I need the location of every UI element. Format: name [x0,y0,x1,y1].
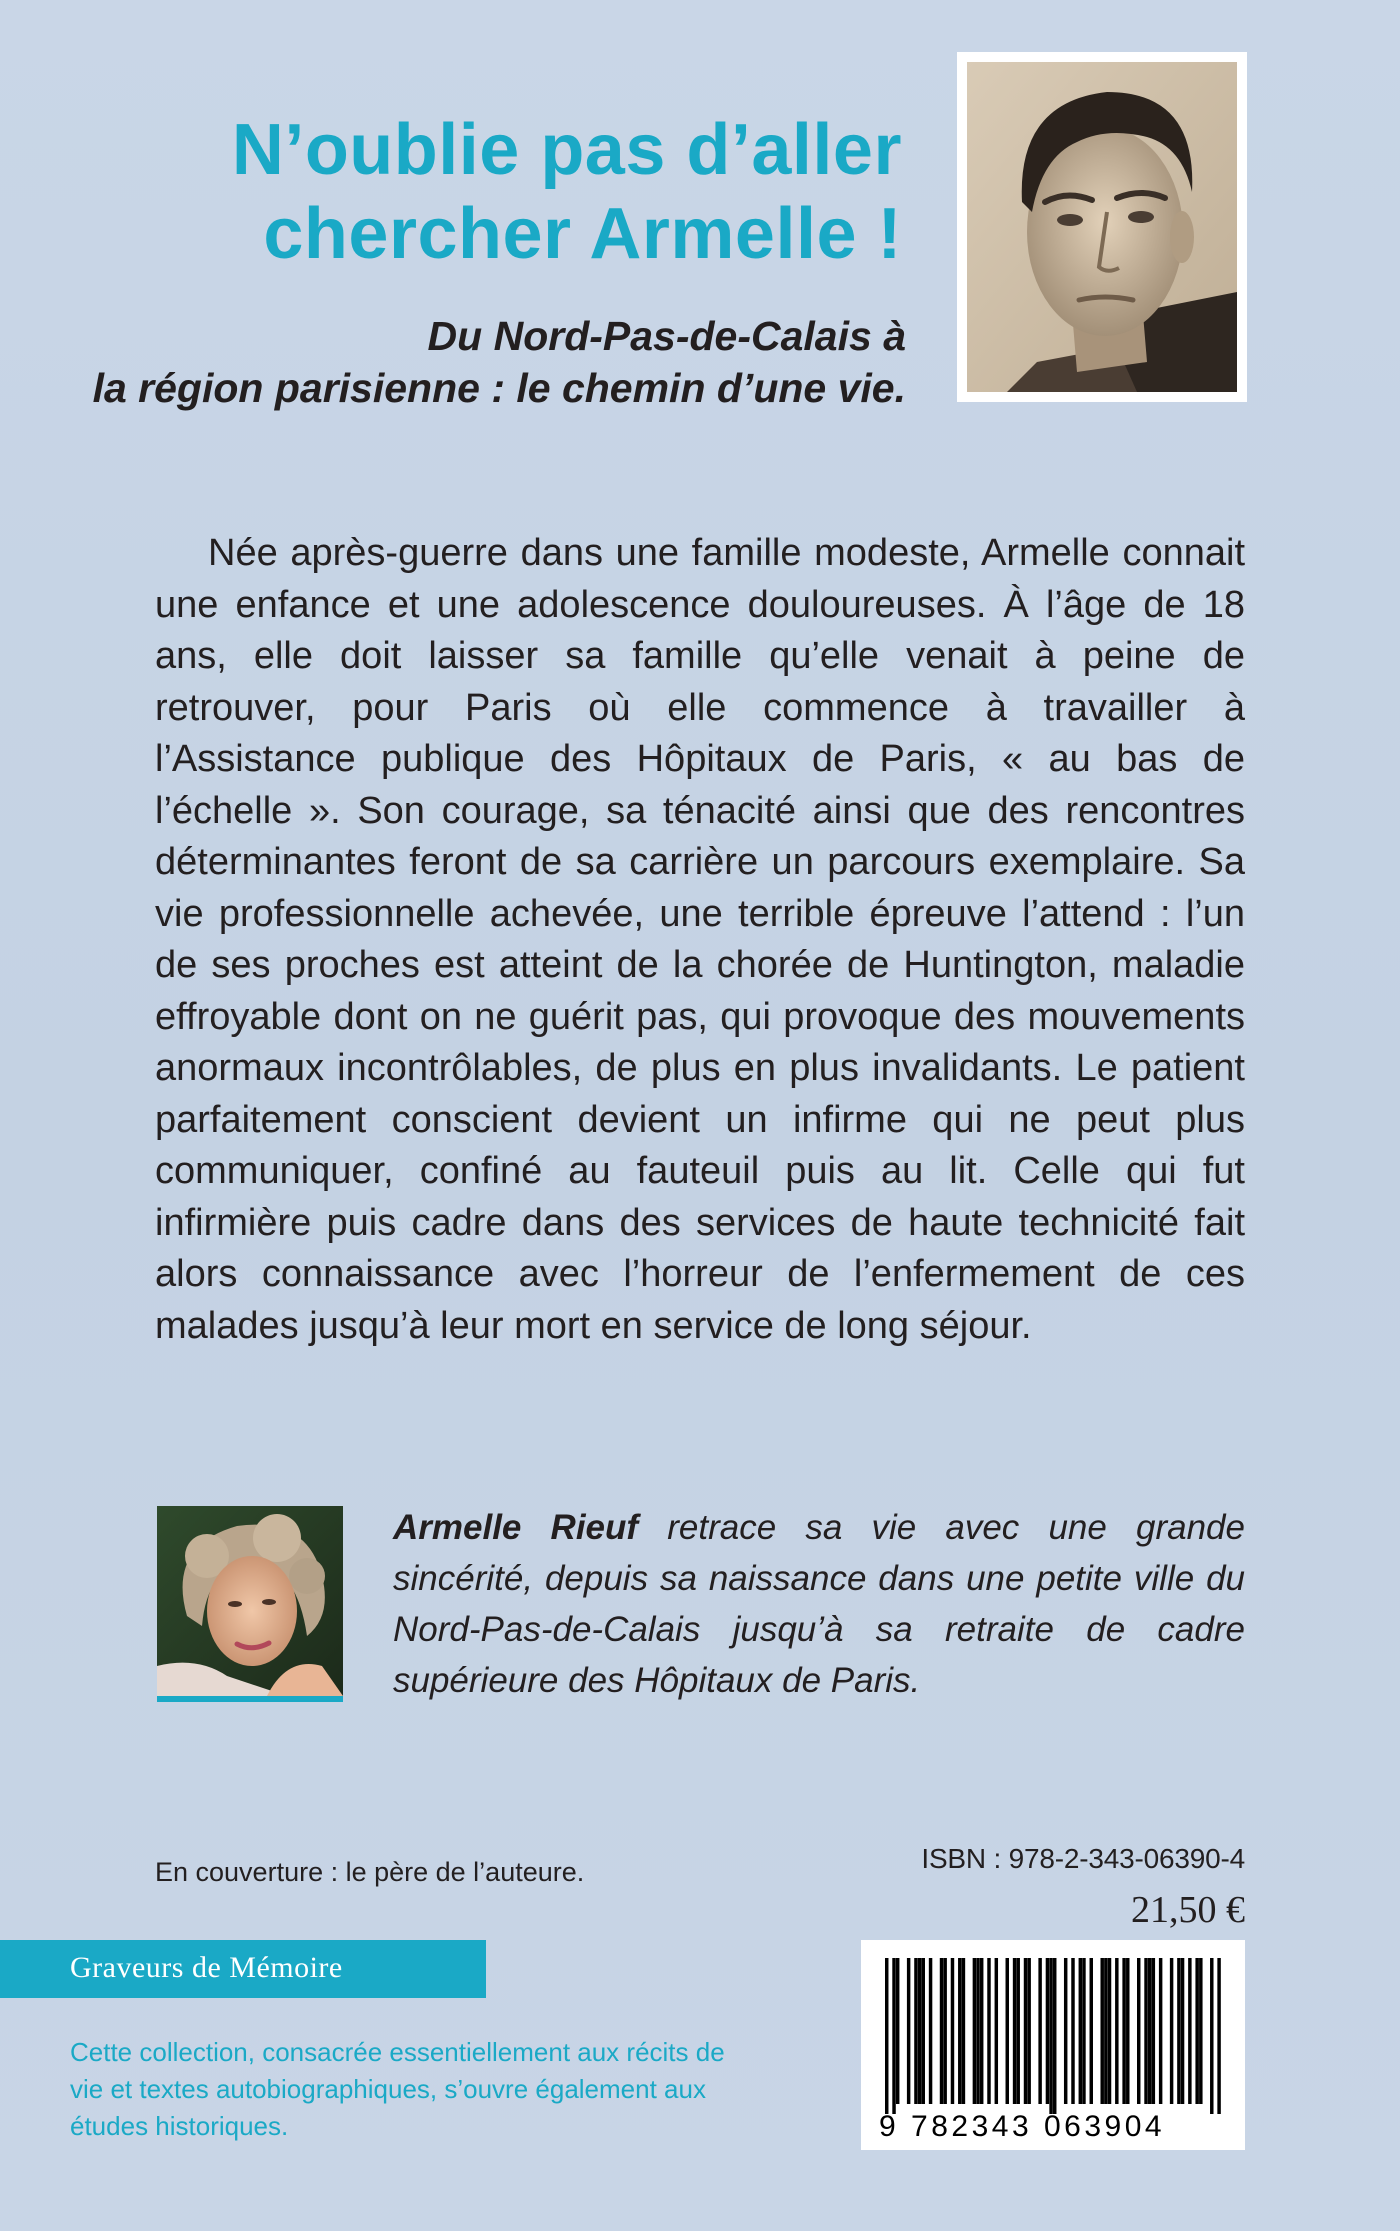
barcode-bar [1195,1958,1198,2104]
barcode-bar [1217,1958,1220,2114]
barcode-bar [1013,1958,1016,2104]
subtitle-line-1: Du Nord-Pas-de-Calais à [427,313,906,359]
barcode-bar [1024,1958,1027,2104]
isbn: ISBN : 978-2-343-06390-4 [921,1843,1245,1874]
barcode-digits: 9 782343 063904 [879,2110,1166,2143]
collection-band [0,1940,486,1998]
barcode-bar [1038,1958,1041,2104]
price: 21,50 € [1131,1889,1245,1931]
author-name: Armelle Rieuf [393,1508,639,1547]
barcode-bar [1100,1958,1103,2104]
barcode-bar [1049,1958,1052,2114]
barcode-bar [1144,1958,1147,2104]
barcode-bar [1181,1958,1184,2104]
barcode-bar [1199,1958,1202,2104]
barcode-bar [892,1958,895,2114]
father-portrait-photo [957,52,1247,402]
barcode-bar [1210,1958,1213,2114]
book-subtitle [46,310,906,414]
barcode-bar [1115,1958,1118,2104]
barcode-bar [1170,1958,1173,2104]
barcode-bar [1126,1958,1129,2104]
author-photo-accent-bar [157,1696,343,1702]
barcode-bar [907,1958,910,2104]
barcode-bar [962,1958,965,2104]
barcode-bar [896,1958,899,2104]
barcode-bar [1148,1958,1151,2104]
author-photo [157,1506,343,1702]
barcode-bar [943,1958,946,2104]
author-bio-text: retrace sa vie avec une grande sincérité, depuis sa naissance dans une petite ville du Nord-Pas-de-Calais jusqu’à sa retraite de cadre supérieure des Hôpitaux de Paris. [393,1508,1245,1700]
title-line-2: chercher Armelle ! [263,194,902,274]
author-portrait-image [157,1506,343,1696]
barcode-bar [918,1958,921,2104]
barcode-bar [995,1958,998,2104]
barcode-bar [1046,1958,1049,2104]
author-bio [393,1502,1245,1706]
barcode-bar [980,1958,983,2104]
barcode-bar [940,1958,943,2104]
barcode-bar [1064,1958,1067,2104]
barcode-bar [1122,1958,1125,2104]
barcode-bar [976,1958,979,2104]
barcode-bar [1006,1958,1009,2104]
barcode-bar [922,1958,925,2104]
book-title [142,108,902,276]
barcode-bar [1104,1958,1107,2104]
barcode-bar [1108,1958,1111,2104]
barcode-bar [1090,1958,1093,2104]
father-portrait-image [967,62,1237,392]
barcode-bar [973,1958,976,2104]
barcode-bar [987,1958,990,2104]
barcode-bar [885,1958,888,2114]
barcode-bar [1071,1958,1074,2104]
barcode-bar [1137,1958,1140,2104]
barcode-bar [1016,1958,1019,2104]
cover-credit: En couverture : le père de l’auteure. [155,1857,585,1887]
barcode-bar [1027,1958,1030,2104]
barcode-bar [1082,1958,1085,2104]
barcode-bar [1079,1958,1082,2104]
barcode-bar [1177,1958,1180,2104]
barcode-bar [951,1958,954,2104]
book-summary: Née après-guerre dans une famille modeste, Armelle connait une enfance et une adolescence douloureuses. À l’âge de 18 ans, elle doit laisser sa famille qu’elle venait à peine de retrouver, pour Paris où elle commence à travailler à l’Assistance publique des Hôpitaux de Paris, « au bas de l’échelle ». Son courage, sa ténacité ainsi que des rencontres déterminantes feront de sa carrière un parcours exemplaire. Sa vie professionnelle achevée, une terrible épreuve l’attend : l’un de ses proches est atteint de la chorée de Huntington, maladie effroyable dont on ne guérit pas, qui provoque des mouvements anormaux incontrôlables, de plus en plus invalidants. Le patient parfaitement conscient devient un infirme qui ne peut plus communiquer, confiné au fauteuil puis au lit. Celle qui fut infirmière puis cadre dans des services de haute technicité fait alors connaissance avec l’horreur de l’enfermement de ces malades jusqu’à leur mort en service de long séjour. [155,532,1245,1347]
barcode-bar [958,1958,961,2104]
barcode-bar [1152,1958,1155,2104]
barcode-bar [1159,1958,1162,2104]
barcode-bar [1188,1958,1191,2104]
barcode-bar [1053,1958,1056,2114]
barcode [861,1940,1245,2150]
collection-name: Graveurs de Mémoire [70,1951,343,1984]
title-line-1: N’oublie pas d’aller [231,110,902,190]
subtitle-line-2: la région parisienne : le chemin d’une vie. [92,365,906,411]
collection-description: Cette collection, consacrée essentiellement aux récits de vie et textes autobiographiques, s’ouvre également aux études historiques. [70,2037,725,2141]
barcode-image [861,1940,1245,2150]
barcode-bar [929,1958,932,2104]
barcode-bar [914,1958,917,2104]
